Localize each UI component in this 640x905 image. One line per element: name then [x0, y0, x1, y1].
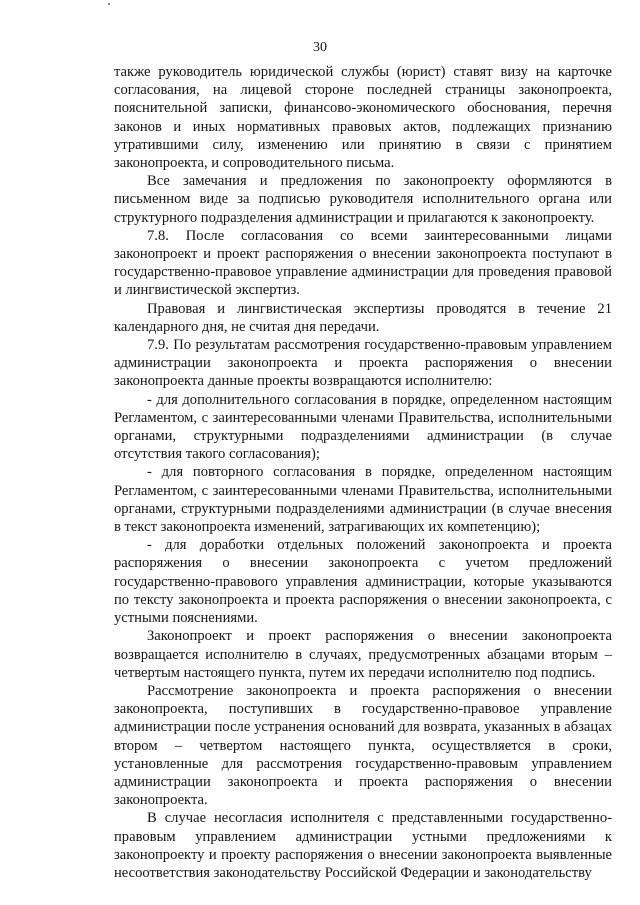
paragraph-6: - для дополнительного согласования в порядке, определенном настоящим Регламентом, с заинтересованными членами Правительства, исполнительными органами, структурными подразделениями администрации (в случае отсутствия такого согласования);: [114, 391, 612, 463]
paragraph-8: - для доработки отдельных положений законопроекта и проекта распоряжения о внесении законопроекта с учетом предложений государственно-правового управления администрации, которые указываются по тексту законопроекта и проекта распоряжения о внесении законопроекта, с устными пояснениями.: [114, 537, 612, 627]
paragraph-7: - для повторного согласования в порядке, определенном настоящим Регламентом, с заинтересованными членами Правительства, исполнительными органами, структурными подразделениями администрации (в случае внесения в текст законопроекта изменений, затрагивающих их компетенцию);: [114, 464, 612, 536]
paragraph-3: 7.8. После согласования со всеми заинтересованными лицами законопроект и проект распоряжения о внесении законопроекта поступают в государственно-правовое управление администрации для проведения правовой и лингвистической экспертиз.: [114, 227, 612, 299]
scan-speck: [108, 3, 110, 5]
paragraph-5: 7.9. По результатам рассмотрения государственно-правовым управлением администрации законопроекта и проекта распоряжения о внесении законопроекта данные проекты возвращаются исполнителю:: [114, 337, 612, 390]
paragraph-4: Правовая и лингвистическая экспертизы проводятся в течение 21 календарного дня, не считая дня передачи.: [114, 300, 612, 335]
paragraph-11: В случае несогласия исполнителя с представленными государственно-правовым управлением администрации устными предложениями к законопроекту и проекту распоряжения о внесении законопроекта выявленные несоответствия законодательству Российской Федерации и законодательству: [114, 810, 612, 881]
paragraph-10: Рассмотрение законопроекта и проекта распоряжения о внесении законопроекта, поступивших в государственно-правовое управление администрации после устранения оснований для возврата, указанных в абзацах втором – четвертом настоящего пункта, осуществляется в сроки, установленные для рассмотрения государственно-правовым управлением администрации законопроекта и проекта распоряжения о внесении законопроекта.: [114, 682, 612, 809]
document-body: [114, 63, 612, 882]
page-number: 30: [313, 40, 327, 55]
paragraph-2: Все замечания и предложения по законопроекту оформляются в письменном виде за подписью руководителя исполнительного органа или структурного подразделения администрации и прилагаются к законопроекту.: [114, 173, 612, 226]
paragraph-9: Законопроект и проект распоряжения о внесении законопроекта возвращается исполнителю в случаях, предусмотренных абзацами вторым – четвертым настоящего пункта, путем их передачи исполнителю под подпись.: [114, 628, 612, 681]
paragraph-1: также руководитель юридической службы (юрист) ставят визу на карточке согласования, на лицевой стороне последней страницы законопроекта, пояснительной записки, финансово-экономического обоснования, перечня законов и иных нормативных правовых актов, подлежащих признанию утратившими силу, изменению или принятию в связи с принятием законопроекта, и сопроводительного письма.: [114, 64, 612, 172]
